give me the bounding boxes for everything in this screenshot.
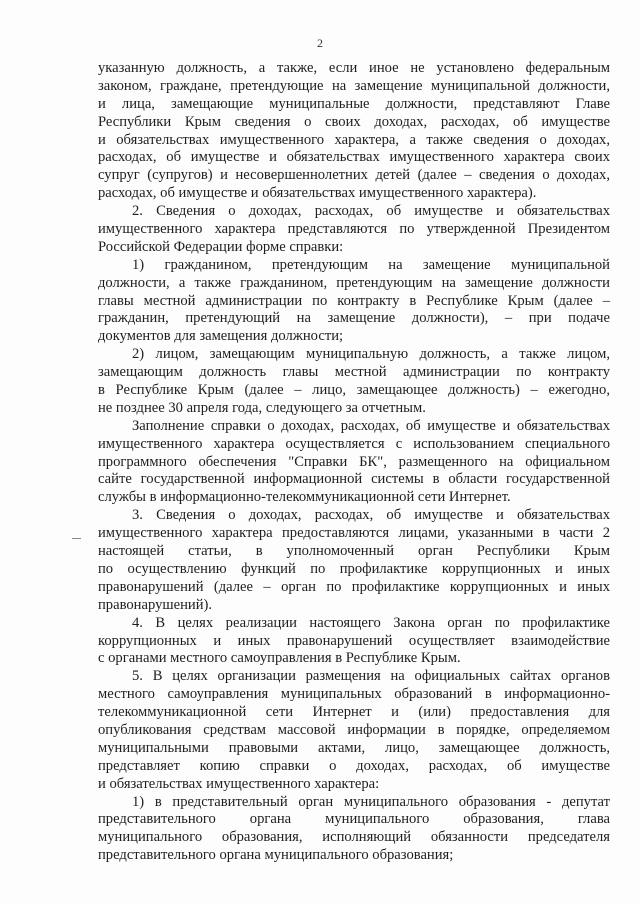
text-line: Заполнение справки о доходах, расходах, об имуществе и обязательствах — [132, 417, 610, 434]
text-line: и обязательствах имущественного характера: — [98, 775, 380, 792]
text-line: и лица, замещающие муниципальные должности, представляют Главе — [98, 95, 610, 112]
text-line: Республики Крым сведения о своих доходах, расходах, об имуществе — [98, 113, 610, 130]
text-line: правонарушений). — [98, 596, 213, 613]
text-line: имущественного характера представляются по утвержденной Президентом — [98, 221, 610, 238]
text-line: правонарушений (далее – орган по профилактике коррупционных и иных — [98, 578, 610, 595]
text-line: 5. В целях организации размещения на официальных сайтах органов — [132, 668, 610, 685]
text-line: с органами местного самоуправления в Республике Крым. — [98, 650, 461, 667]
text-line: имущественного характера осуществляется с использованием специального — [98, 435, 610, 452]
text-line: и обязательствах имущественного характера, а также сведения о доходах, — [98, 131, 610, 148]
text-line: представительного органа муниципального образования, глава — [98, 811, 610, 828]
text-line: законом, граждане, претендующие на замещение муниципальной должности, — [98, 77, 610, 94]
text-line: должности, а также гражданином, претендующим на замещение должности — [98, 274, 610, 291]
text-line: 1) гражданином, претендующим на замещение муниципальной — [132, 256, 610, 273]
text-line: в Республике Крым (далее – лицо, замещающее должность) – ежегодно, — [98, 382, 610, 399]
text-line: программного обеспечения "Справки БК", размещенного на официальном — [98, 453, 610, 470]
text-line: расходах, об имуществе и обязательствах имущественного характера своих — [98, 149, 610, 166]
text-line: указанную должность, а также, если иное не установлено федеральным — [98, 60, 610, 76]
text-line: представляет копию справки о доходах, расходах, об имуществе — [98, 757, 610, 774]
text-line: телекоммуникационной сети Интернет и (или) предоставления для — [98, 704, 610, 721]
text-line: службы в информационно-телекоммуникационной сети Интернет. — [98, 489, 511, 506]
text-line: имущественного характера предоставляются лицами, указанными в части 2 — [98, 525, 610, 542]
text-line: Российской Федерации форме справки: — [98, 238, 344, 255]
text-line: расходах, об имуществе и обязательствах имущественного характера). — [98, 185, 537, 202]
text-line: замещающим должность главы местной администрации по контракту — [98, 364, 610, 381]
document-body — [98, 60, 610, 865]
text-line: супруг (супругов) и несовершеннолетних детей (далее – сведения о доходах, — [98, 167, 610, 184]
text-line: документов для замещения должности; — [98, 328, 344, 345]
text-line: настоящей статьи, в уполномоченный орган Республики Крым — [98, 543, 610, 560]
text-line: по осуществлению функций по профилактике коррупционных и иных — [98, 560, 610, 577]
page-number: 2 — [317, 36, 323, 50]
text-line: муниципального образования, исполняющий обязанности председателя — [98, 829, 610, 846]
text-line: местного самоуправления муниципальных образований в информационно- — [98, 686, 610, 703]
text-line: коррупционных и иных правонарушений осуществляет взаимодействие — [98, 632, 610, 649]
margin-mark — [72, 538, 81, 539]
text-line: главы местной администрации по контракту в Республике Крым (далее – — [98, 292, 610, 309]
text-line: сайте государственной информационной системы в области государственной — [98, 471, 610, 488]
text-line: представительного органа муниципального образования; — [98, 847, 454, 864]
text-line: 2) лицом, замещающим муниципальную должность, а также лицом, — [132, 346, 610, 363]
text-line: 1) в представительный орган муниципального образования - депутат — [132, 793, 610, 810]
text-line: 2. Сведения о доходах, расходах, об имуществе и обязательствах — [132, 203, 610, 220]
text-line: 4. В целях реализации настоящего Закона орган по профилактике — [132, 614, 610, 631]
text-line: муниципальными правовыми актами, лицо, замещающее должность, — [98, 739, 610, 756]
text-line: не позднее 30 апреля года, следующего за отчетным. — [98, 399, 426, 416]
text-line: опубликования средствам массовой информации в порядке, определяемом — [98, 721, 610, 738]
text-line: гражданин, претендующий на замещение должности), – при подаче — [98, 310, 610, 327]
text-line: 3. Сведения о доходах, расходах, об имуществе и обязательствах — [132, 507, 610, 524]
